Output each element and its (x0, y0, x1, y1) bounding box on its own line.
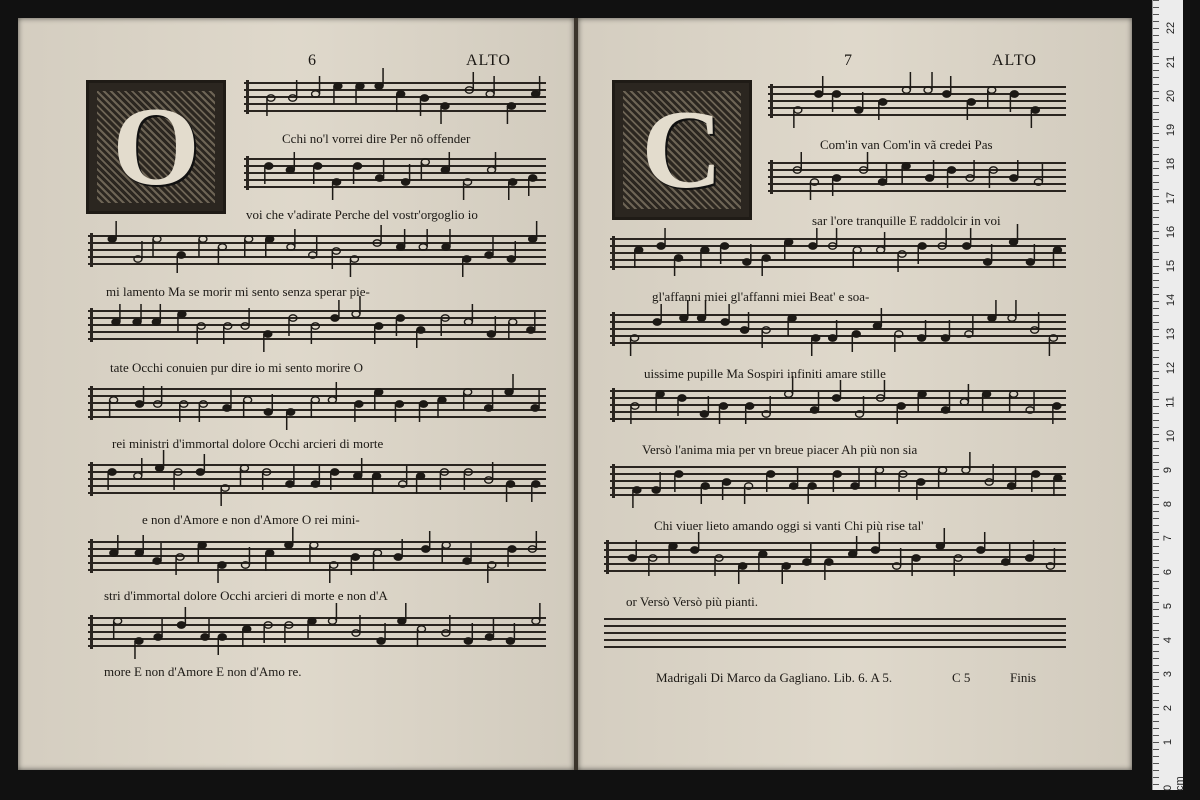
notes (244, 74, 546, 120)
notes (88, 609, 546, 655)
ruler-number: 10 (1165, 429, 1178, 443)
notes (768, 78, 1066, 124)
notes (768, 154, 1066, 200)
ruler-number: 2 (1162, 704, 1175, 712)
ruler-number: 17 (1165, 191, 1178, 205)
ruler-number: 19 (1165, 123, 1178, 137)
music-staff (768, 162, 1066, 192)
music-staff (244, 82, 546, 112)
right-page-number: 7 (844, 52, 853, 69)
ruler-number: 5 (1162, 602, 1175, 610)
lyric-line: stri d'immortal dolore Occhi arcieri di morte e non d'A (104, 588, 388, 603)
music-staff (88, 464, 546, 494)
initial-letter: O (112, 85, 200, 209)
notes (88, 533, 546, 579)
left-part-name: ALTO (466, 52, 511, 69)
lyric-line: gl'affanni miei gl'affanni miei Beat' e soa- (652, 289, 870, 304)
notes (244, 150, 546, 196)
notes (88, 380, 546, 426)
notes (610, 382, 1066, 428)
ruler-number: 13 (1165, 327, 1178, 341)
music-staff (88, 617, 546, 647)
ruler-number: 11 (1164, 396, 1177, 408)
music-staff (610, 238, 1066, 268)
ruler-number: 21 (1165, 55, 1178, 69)
music-staff (88, 235, 546, 265)
ruler-number: 22 (1165, 21, 1178, 35)
right-part-name: ALTO (992, 52, 1037, 69)
ruler-number: 4 (1162, 636, 1175, 644)
initial-letter: C (641, 88, 723, 212)
music-staff (604, 542, 1066, 572)
ruler-number: 1 (1162, 738, 1175, 746)
music-staff (610, 466, 1066, 496)
lyric-line: Chi viuer lieto amando oggi si vanti Chi più rise tal' (654, 518, 924, 533)
music-staff (768, 86, 1066, 116)
notes (88, 456, 546, 502)
ruler-number: 12 (1165, 361, 1178, 375)
notes (610, 458, 1066, 504)
lyric-line: or Versò Versò più pianti. (626, 594, 759, 609)
ruler-number: 15 (1165, 259, 1178, 273)
lyric-line: Com'in van Com'in vã credei Pas (820, 137, 993, 152)
footer-title: Madrigali Di Marco da Gagliano. Lib. 6. A 5. (656, 670, 893, 685)
lyric-line: e non d'Amore e non d'Amore O rei mini- (142, 512, 360, 527)
ruler-number: 9 (1162, 466, 1175, 474)
notes (88, 302, 546, 348)
ruler-number: 7 (1162, 534, 1175, 542)
lyric-line: tate Occhi conuien pur dire io mi sento morire O (110, 360, 364, 375)
decorated-initial-left (86, 80, 226, 214)
lyric-line: voi che v'adirate Perche del vostr'orgoglio io (246, 207, 478, 222)
ruler-number: 8 (1162, 500, 1175, 508)
lyric-line: Cchi no'l vorrei dire Per nõ offender (282, 131, 471, 146)
ruler-number: 3 (1162, 670, 1175, 678)
notes (610, 306, 1066, 352)
music-staff (88, 388, 546, 418)
lyric-line: Versò l'anima mia per vn breue piacer Ah più non sia (642, 442, 918, 457)
lyric-line: sar l'ore tranquille E raddolcir in voi (812, 213, 1001, 228)
ruler-number: 20 (1165, 89, 1178, 103)
music-staff (610, 390, 1066, 420)
decorated-initial-right (612, 80, 752, 220)
ruler-number: 0 cm (1162, 776, 1186, 791)
measurement-ruler (1152, 0, 1186, 791)
lyric-line: more E non d'Amore E non d'Amo re. (104, 664, 302, 679)
notes (610, 230, 1066, 276)
lyric-line: mi lamento Ma se morir mi sento senza sperar pie- (106, 284, 370, 299)
ruler-number: 6 (1162, 568, 1175, 576)
music-staff (88, 541, 546, 571)
music-staff (610, 314, 1066, 344)
notes (88, 227, 546, 273)
music-staff-empty (604, 618, 1066, 648)
ruler-number: 16 (1165, 225, 1178, 239)
footer-signature: C 5 (952, 670, 971, 685)
music-staff (88, 310, 546, 340)
ruler-number: 14 (1165, 293, 1178, 307)
left-page-number: 6 (308, 52, 317, 69)
lyric-line: rei ministri d'immortal dolore Occhi arcieri di morte (112, 436, 384, 451)
lyric-line: uissime pupille Ma Sospiri infiniti amare stille (644, 366, 886, 381)
music-staff (244, 158, 546, 188)
ruler-number: 18 (1165, 157, 1178, 171)
footer-finis: Finis (1010, 670, 1037, 685)
notes (604, 534, 1066, 580)
